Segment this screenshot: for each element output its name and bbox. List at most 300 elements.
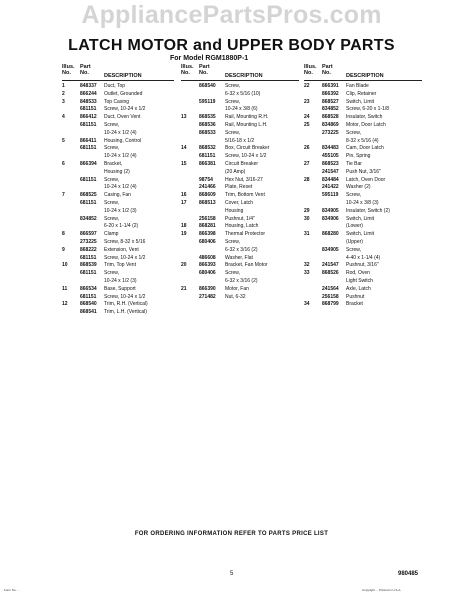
parts-row	[304, 270, 422, 278]
part-number: 868609	[199, 192, 216, 199]
illus-no: 22	[304, 83, 310, 89]
part-number: 486608	[199, 254, 216, 261]
part-number: 256158	[322, 293, 339, 300]
column-header	[304, 64, 422, 80]
part-number: 866534	[80, 285, 97, 292]
parts-row	[181, 169, 299, 177]
parts-row	[181, 145, 299, 153]
illus-no: 21	[181, 285, 187, 292]
parts-row	[181, 208, 299, 216]
parts-row	[181, 255, 299, 263]
illus-no: 31	[304, 231, 310, 238]
part-number: 848337	[80, 83, 97, 89]
part-description: Nut, 6-32	[225, 293, 246, 300]
part-description: Pushnut	[346, 293, 365, 300]
parts-row	[304, 294, 422, 302]
parts-row	[304, 278, 422, 286]
parts-row	[181, 161, 299, 169]
part-description: Bracket, Fan Motor	[225, 262, 268, 269]
part-description: Screw,	[104, 215, 120, 222]
parts-row	[181, 286, 299, 294]
parts-row	[304, 83, 422, 91]
parts-row	[304, 99, 422, 107]
illus-no: 23	[304, 98, 310, 105]
part-number: 834852	[80, 215, 97, 222]
parts-row	[181, 83, 299, 91]
parts-row	[181, 200, 299, 208]
part-number: 271482	[199, 293, 216, 300]
part-number: 681151	[80, 199, 97, 206]
illus-no: 24	[304, 114, 310, 121]
illus-no: 30	[304, 215, 310, 222]
parts-row	[181, 106, 299, 114]
parts-row	[304, 145, 422, 153]
part-description: Insulator, Switch	[346, 114, 383, 121]
parts-row	[181, 278, 299, 286]
part-number: 595119	[199, 98, 216, 105]
header-rule	[62, 80, 174, 81]
part-description: Screw,	[225, 129, 241, 136]
part-description: Light Switch	[346, 277, 373, 284]
parts-row	[62, 294, 174, 302]
part-description: Push Nut, 3/16"	[346, 168, 381, 175]
parts-row	[304, 239, 422, 247]
illus-no: 25	[304, 121, 310, 128]
part-number: 241547	[322, 262, 339, 269]
parts-row	[304, 169, 422, 177]
part-number: 868281	[199, 223, 216, 230]
parts-row	[181, 122, 299, 130]
parts-row	[304, 262, 422, 270]
part-number: 868525	[80, 192, 97, 199]
part-number: 680406	[199, 270, 216, 277]
illus-no: 8	[62, 231, 65, 238]
part-description: Housing	[225, 207, 244, 214]
part-description: 10-24 x 1/2 (3)	[104, 207, 137, 214]
parts-row	[304, 301, 422, 309]
parts-row	[62, 278, 174, 286]
part-description: Rod, Oven	[346, 270, 370, 277]
parts-row	[304, 200, 422, 208]
illus-no: 9	[62, 246, 65, 253]
part-description: Pin, Spring	[346, 153, 371, 160]
header-illus-no: Illus. No.	[304, 64, 317, 76]
part-number: 273225	[322, 129, 339, 136]
part-description: Trim, R.H. (Vertical)	[104, 301, 148, 308]
part-description: Plate, Reset	[225, 184, 253, 191]
part-number: 834483	[322, 145, 339, 152]
header-rule	[304, 80, 422, 81]
part-description: Rail, Mounting L.H.	[225, 121, 268, 128]
parts-row	[62, 262, 174, 270]
parts-row	[304, 114, 422, 122]
part-number: 868528	[322, 114, 339, 121]
part-number: 868532	[199, 145, 216, 152]
part-description: Screw,	[225, 238, 241, 245]
part-description: 6-32 x 5/16 (10)	[225, 90, 261, 97]
part-number: 681151	[80, 106, 97, 113]
part-description: (Lower)	[346, 223, 363, 230]
parts-column-3	[304, 64, 422, 309]
parts-row	[181, 216, 299, 224]
parts-row	[62, 177, 174, 185]
fine-print-left: Form No. ...	[4, 588, 20, 592]
parts-row	[181, 262, 299, 270]
column-header	[62, 64, 174, 80]
part-description: Washer, Flat	[225, 254, 253, 261]
part-number: 681151	[80, 145, 97, 152]
parts-row	[181, 91, 299, 99]
parts-row	[62, 114, 174, 122]
part-description: Switch, Limit	[346, 98, 375, 105]
header-illus-no: Illus. No.	[181, 64, 194, 76]
part-description: 10-24 x 3/8 (3)	[346, 199, 379, 206]
illus-no: 10	[62, 262, 68, 269]
part-number: 868533	[199, 129, 216, 136]
parts-row	[62, 247, 174, 255]
part-number: 868536	[199, 121, 216, 128]
part-number: 681151	[80, 176, 97, 183]
illus-no: 7	[62, 192, 65, 199]
part-description: Insulator, Switch (2)	[346, 207, 390, 214]
part-description: 10-24 x 3/8 (6)	[225, 106, 258, 113]
part-number: 868513	[199, 199, 216, 206]
part-number: 834852	[322, 106, 339, 113]
part-description: 4-40 x 1-1/4 (4)	[346, 254, 381, 261]
illus-no: 6	[62, 160, 65, 167]
part-description: Bracket	[346, 301, 363, 308]
header-illus-no: Illus. No.	[62, 64, 75, 76]
part-number: 868540	[199, 83, 216, 89]
part-number: 680406	[199, 238, 216, 245]
parts-row	[181, 99, 299, 107]
part-description: Bracket,	[104, 160, 123, 167]
illus-no: 2	[62, 90, 65, 97]
illus-no: 12	[62, 301, 68, 308]
parts-row	[62, 184, 174, 192]
part-description: Thermal Protector	[225, 231, 266, 238]
part-description: Screw,	[346, 129, 362, 136]
part-description: Screw, 10-24 x 1/2	[104, 106, 146, 113]
parts-row	[181, 294, 299, 302]
page-subtitle: For Model RGM1880P-1	[170, 55, 249, 62]
parts-row	[304, 122, 422, 130]
parts-row	[181, 223, 299, 231]
part-description: 10-24 x 1/2 (4)	[104, 153, 137, 160]
parts-row	[62, 91, 174, 99]
part-number: 595119	[322, 192, 339, 199]
part-description: Screw, 6-20 x 1-1/8	[346, 106, 390, 113]
part-description: 6-20 x 1-1/4 (2)	[104, 223, 139, 230]
parts-row	[62, 106, 174, 114]
header-part-no: Part No.	[80, 64, 91, 76]
part-number: 868540	[80, 301, 97, 308]
part-description: Cam, Door Latch	[346, 145, 384, 152]
illus-no: 3	[62, 98, 65, 105]
parts-row	[62, 231, 174, 239]
part-description: 10-24 x 1/2 (4)	[104, 129, 137, 136]
part-description: Housing, Latch	[225, 223, 259, 230]
part-description: (20 Amp)	[225, 168, 246, 175]
part-number: 98754	[199, 176, 213, 183]
part-description: Screw,	[225, 98, 241, 105]
part-description: Screw, 10-24 x 1/2	[104, 293, 146, 300]
part-description: 6-32 x 3/16 (2)	[225, 246, 258, 253]
parts-row	[304, 208, 422, 216]
parts-row	[181, 153, 299, 161]
part-number: 866394	[80, 160, 97, 167]
part-description: Fan Blade	[346, 83, 369, 89]
part-description: Screw, 8-32 x 5/16	[104, 238, 146, 245]
parts-row	[304, 138, 422, 146]
header-description: DESCRIPTION	[346, 73, 384, 79]
page-title: LATCH MOTOR and UPPER BODY PARTS	[68, 37, 395, 54]
part-description: Screw,	[225, 270, 241, 277]
parts-column-1	[62, 64, 174, 317]
parts-row	[304, 130, 422, 138]
part-number: 241422	[322, 184, 339, 191]
part-description: Trim, L.H. (Vertical)	[104, 309, 147, 316]
parts-row	[304, 216, 422, 224]
part-number: 241547	[322, 168, 339, 175]
part-description: Outlet, Grounded	[104, 90, 143, 97]
part-description: Screw,	[346, 246, 362, 253]
part-description: Cover, Latch	[225, 199, 254, 206]
part-number: 868539	[80, 262, 97, 269]
illus-no: 28	[304, 176, 310, 183]
illus-no: 18	[181, 223, 187, 230]
illus-no: 20	[181, 262, 187, 269]
part-number: 241564	[322, 285, 339, 292]
part-description: Screw,	[104, 270, 120, 277]
header-description: DESCRIPTION	[225, 73, 263, 79]
parts-row	[62, 153, 174, 161]
part-description: Screw,	[346, 192, 362, 199]
parts-row	[181, 114, 299, 122]
part-description: Screw,	[104, 176, 120, 183]
parts-row	[304, 184, 422, 192]
parts-row	[304, 192, 422, 200]
part-number: 866597	[80, 231, 97, 238]
document-code: 980485	[398, 571, 419, 577]
part-description: Screw,	[104, 199, 120, 206]
illus-no: 34	[304, 301, 310, 308]
part-description: 10-24 x 1/2 (4)	[104, 184, 137, 191]
illus-no: 4	[62, 114, 65, 121]
part-description: Trim, Top Vent	[104, 262, 136, 269]
part-number: 681151	[199, 153, 216, 160]
parts-row	[62, 169, 174, 177]
parts-row	[181, 130, 299, 138]
part-description: Screw, 10-24 x 1/2	[104, 254, 146, 261]
parts-row	[62, 216, 174, 224]
part-description: Circuit Breaker	[225, 160, 259, 167]
parts-row	[181, 192, 299, 200]
part-number: 866381	[199, 160, 216, 167]
part-number: 866391	[322, 83, 339, 89]
part-number: 868527	[322, 98, 339, 105]
parts-row	[62, 286, 174, 294]
part-description: Washer (2)	[346, 184, 371, 191]
part-description: Base, Support	[104, 285, 136, 292]
parts-row	[181, 177, 299, 185]
part-number: 256158	[199, 215, 216, 222]
part-number: 866411	[80, 137, 97, 144]
part-number: 868523	[322, 160, 339, 167]
parts-row	[62, 255, 174, 263]
part-description: Pushnut, 1/4"	[225, 215, 255, 222]
part-number: 681151	[80, 121, 97, 128]
parts-row	[304, 106, 422, 114]
illus-no: 33	[304, 270, 310, 277]
part-description: Axle, Latch	[346, 285, 371, 292]
illus-no: 13	[181, 114, 187, 121]
part-number: 834905	[322, 246, 339, 253]
header-description: DESCRIPTION	[104, 73, 142, 79]
illus-no: 26	[304, 145, 310, 152]
parts-row	[62, 99, 174, 107]
parts-row	[62, 223, 174, 231]
parts-row	[62, 208, 174, 216]
part-number: 866412	[80, 114, 97, 121]
column-header	[181, 64, 299, 80]
part-description: Casing, Fan	[104, 192, 131, 199]
illus-no: 32	[304, 262, 310, 269]
illus-no: 11	[62, 285, 68, 292]
parts-row	[62, 130, 174, 138]
header-rule	[181, 80, 299, 81]
part-number: 868541	[80, 309, 97, 316]
part-description: Screw, 10-24 x 1/2	[225, 153, 267, 160]
part-number: 834869	[322, 121, 339, 128]
illus-no: 1	[62, 83, 65, 89]
parts-row	[304, 177, 422, 185]
part-number: 866244	[80, 90, 97, 97]
part-description: Trim, Bottom Vent	[225, 192, 265, 199]
illus-no: 5	[62, 137, 65, 144]
part-number: 681151	[80, 270, 97, 277]
part-number: 868222	[80, 246, 97, 253]
illus-no: 15	[181, 160, 187, 167]
part-description: Screw,	[104, 121, 120, 128]
parts-row	[181, 231, 299, 239]
part-number: 681151	[80, 254, 97, 261]
part-number: 868280	[322, 231, 339, 238]
part-description: Extension, Vent	[104, 246, 139, 253]
parts-row	[181, 239, 299, 247]
parts-row	[304, 153, 422, 161]
part-description: Screw,	[104, 145, 120, 152]
header-part-no: Part No.	[199, 64, 210, 76]
part-description: 8-32 x 5/16 (4)	[346, 137, 379, 144]
part-number: 681151	[80, 293, 97, 300]
illus-no: 19	[181, 231, 187, 238]
page-number: 5	[230, 571, 234, 577]
ordering-note: FOR ORDERING INFORMATION REFER TO PARTS PRICE LIST	[134, 531, 329, 537]
illus-no: 17	[181, 199, 187, 206]
part-description: Duct, Oven Vent	[104, 114, 141, 121]
parts-row	[62, 145, 174, 153]
part-description: Top Casing	[104, 98, 130, 105]
parts-row	[181, 270, 299, 278]
part-description: Hex Nut, 3/16-27	[225, 176, 263, 183]
parts-row	[62, 200, 174, 208]
fine-print-right: Copyright ... Printed in U.S.A.	[362, 588, 402, 592]
parts-row	[181, 247, 299, 255]
part-description: Housing (2)	[104, 168, 130, 175]
header-part-no: Part No.	[322, 64, 333, 76]
parts-row	[304, 91, 422, 99]
parts-row	[62, 138, 174, 146]
part-description: Duct, Top	[104, 83, 126, 89]
part-description: Motor, Fan	[225, 285, 249, 292]
parts-row	[62, 83, 174, 91]
part-description: 5/16-18 x 1/2	[225, 137, 255, 144]
part-description: Rail, Mounting R.H.	[225, 114, 269, 121]
parts-row	[304, 286, 422, 294]
parts-row	[304, 247, 422, 255]
part-description: Housing, Control	[104, 137, 142, 144]
part-description: Clip, Retainer	[346, 90, 377, 97]
part-description: Pushnut, 3/16"	[346, 262, 379, 269]
part-description: Switch, Limit	[346, 231, 375, 238]
parts-row	[62, 161, 174, 169]
part-number: 241466	[199, 184, 216, 191]
part-description: Screw,	[225, 83, 241, 89]
part-description: Box, Circuit Breaker	[225, 145, 270, 152]
parts-row	[181, 184, 299, 192]
part-number: 866398	[199, 231, 216, 238]
part-number: 834906	[322, 215, 339, 222]
part-number: 866390	[199, 285, 216, 292]
part-description: Motor, Door Latch	[346, 121, 386, 128]
part-number: 866392	[322, 90, 339, 97]
watermark: AppliancePartsPros.com	[81, 1, 382, 29]
part-description: Latch, Oven Door	[346, 176, 386, 183]
part-description: 6-32 x 3/16 (2)	[225, 277, 258, 284]
part-number: 868526	[322, 270, 339, 277]
parts-row	[304, 161, 422, 169]
parts-row	[304, 231, 422, 239]
illus-no: 14	[181, 145, 187, 152]
illus-no: 16	[181, 192, 187, 199]
part-number: 455105	[322, 153, 339, 160]
parts-column-2	[181, 64, 299, 301]
part-number: 834484	[322, 176, 339, 183]
parts-row	[181, 138, 299, 146]
part-number: 834905	[322, 207, 339, 214]
parts-row	[62, 192, 174, 200]
part-number: 273225	[80, 238, 97, 245]
parts-row	[62, 270, 174, 278]
part-description: 10-24 x 1/2 (3)	[104, 277, 137, 284]
parts-row	[62, 301, 174, 309]
part-description: Clamp	[104, 231, 119, 238]
parts-row	[62, 239, 174, 247]
illus-no: 27	[304, 160, 310, 167]
part-number: 866393	[199, 262, 216, 269]
parts-row	[304, 223, 422, 231]
part-number: 868535	[199, 114, 216, 121]
illus-no: 29	[304, 207, 310, 214]
parts-row	[62, 122, 174, 130]
parts-row	[62, 309, 174, 317]
part-number: 848533	[80, 98, 97, 105]
part-description: (Upper)	[346, 238, 363, 245]
parts-row	[304, 255, 422, 263]
part-description: Tie Bar	[346, 160, 362, 167]
part-description: Switch, Limit	[346, 215, 375, 222]
